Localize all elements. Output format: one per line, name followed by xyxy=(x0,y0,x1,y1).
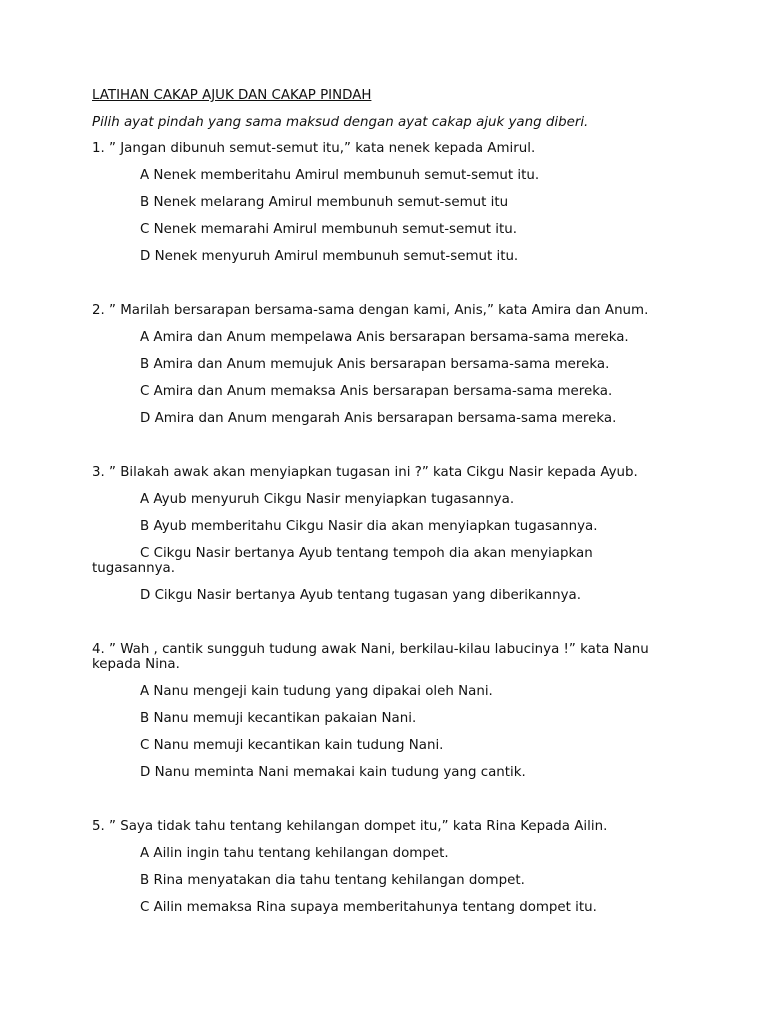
question-3 xyxy=(92,465,652,603)
option-b: B Nenek melarang Amirul membunuh semut-semut itu xyxy=(140,195,509,210)
question-stem: 2. ” Marilah bersarapan bersama-sama dengan kami, Anis,” kata Amira dan Anum. xyxy=(92,303,649,318)
option-a: A Ailin ingin tahu tentang kehilangan dompet. xyxy=(140,846,449,861)
worksheet-title: LATIHAN CAKAP AJUK DAN CAKAP PINDAH xyxy=(92,88,372,103)
question-5 xyxy=(92,819,652,915)
worksheet xyxy=(92,87,652,927)
option-a: A Ayub menyuruh Cikgu Nasir menyiapkan tugasannya. xyxy=(140,492,515,507)
option-b: B Amira dan Anum memujuk Anis bersarapan bersama-sama mereka. xyxy=(140,357,610,372)
instruction-text: Pilih ayat pindah yang sama maksud dengan ayat cakap ajuk yang diberi. xyxy=(92,115,589,130)
option-c: C Amira dan Anum memaksa Anis bersarapan bersama-sama mereka. xyxy=(140,384,613,399)
option-d: D Nenek menyuruh Amirul membunuh semut-semut itu. xyxy=(140,249,519,264)
option-a: A Nenek memberitahu Amirul membunuh semut-semut itu. xyxy=(140,168,540,183)
option-b: B Rina menyatakan dia tahu tentang kehilangan dompet. xyxy=(140,873,525,888)
question-stem: 5. ” Saya tidak tahu tentang kehilangan dompet itu,” kata Rina Kepada Ailin. xyxy=(92,819,608,834)
option-c: C Cikgu Nasir bertanya Ayub tentang tempoh dia akan menyiapkan tugasannya. xyxy=(92,546,593,576)
option-b: B Nanu memuji kecantikan pakaian Nani. xyxy=(140,711,417,726)
question-stem: 3. ” Bilakah awak akan menyiapkan tugasan ini ?” kata Cikgu Nasir kepada Ayub. xyxy=(92,465,638,480)
question-1 xyxy=(92,141,652,264)
option-d: D Cikgu Nasir bertanya Ayub tentang tugasan yang diberikannya. xyxy=(140,588,581,603)
option-d: D Nanu meminta Nani memakai kain tudung yang cantik. xyxy=(140,765,526,780)
option-b: B Ayub memberitahu Cikgu Nasir dia akan menyiapkan tugasannya. xyxy=(140,519,598,534)
question-2 xyxy=(92,303,652,426)
option-c: C Nanu memuji kecantikan kain tudung Nani. xyxy=(140,738,444,753)
option-c: C Nenek memarahi Amirul membunuh semut-semut itu. xyxy=(140,222,518,237)
option-c: C Ailin memaksa Rina supaya memberitahunya tentang dompet itu. xyxy=(140,900,597,915)
option-a: A Nanu mengeji kain tudung yang dipakai oleh Nani. xyxy=(140,684,493,699)
question-stem: 1. ” Jangan dibunuh semut-semut itu,” kata nenek kepada Amirul. xyxy=(92,141,536,156)
option-a: A Amira dan Anum mempelawa Anis bersarapan bersama-sama mereka. xyxy=(140,330,629,345)
question-4 xyxy=(92,642,652,780)
option-d: D Amira dan Anum mengarah Anis bersarapan bersama-sama mereka. xyxy=(140,411,617,426)
question-stem: 4. ” Wah , cantik sungguh tudung awak Nani, berkilau-kilau labucinya !” kata Nanu kepada Nina. xyxy=(92,642,649,672)
